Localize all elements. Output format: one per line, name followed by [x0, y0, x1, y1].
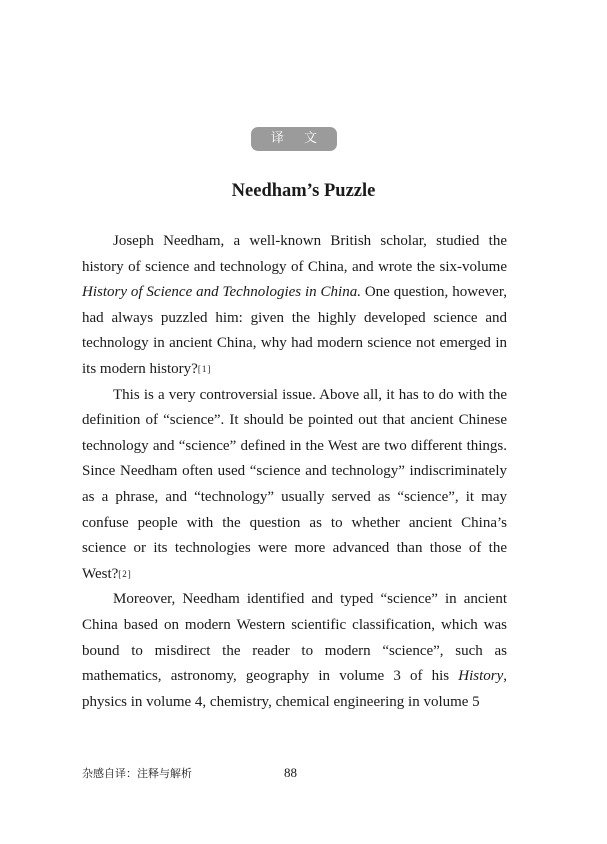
paragraph-3-text: Moreover, Needham identified and typed “science” in ancient China based on modern Western scientific classification, which was bound to misdirect the reader to modern “science”, such as mathematics, astronomy, geography in volume 3 of his: [82, 591, 507, 685]
paragraph-1-text-continued: One question, however, had always puzzled him: given the highly developed science and technology in ancient China, why had modern science not emerged in its modern history?: [82, 284, 507, 377]
book-title-italic: History of Science and Technologies in China.: [82, 284, 361, 301]
paragraph-2: [82, 383, 507, 588]
paragraph-1-text: Joseph Needham, a well-known British scholar, studied the history of science and technology of China, and wrote the six-volume: [82, 233, 507, 275]
history-italic: History: [458, 668, 504, 685]
footnote-marker-1[interactable]: [1]: [197, 363, 212, 374]
paragraph-1: [82, 229, 507, 383]
section-badge: 译 文: [251, 127, 337, 151]
paragraph-2-text: This is a very controversial issue. Above all, it has to do with the definition of “science”. It should be pointed out that ancient Chinese technology and “science” defined in the West are two different things. Since Needham often used “science and technology” indiscriminately as a phrase, and “technology” usually served as “science”, it may confuse people with the question as to whether ancient China’s science or its technologies were more advanced than those of the West?: [82, 386, 507, 582]
footer-book-title: 杂感自译：注释与解析: [82, 767, 192, 780]
paragraph-3-text-continued: , physics in volume 4, chemistry, chemical engineering in volume 5: [82, 668, 507, 710]
body-text: [82, 229, 507, 715]
chapter-title: Needham’s Puzzle: [231, 181, 376, 201]
footnote-marker-2[interactable]: [2]: [118, 568, 132, 579]
paragraph-3: [82, 587, 507, 715]
page-number: 88: [284, 765, 297, 780]
